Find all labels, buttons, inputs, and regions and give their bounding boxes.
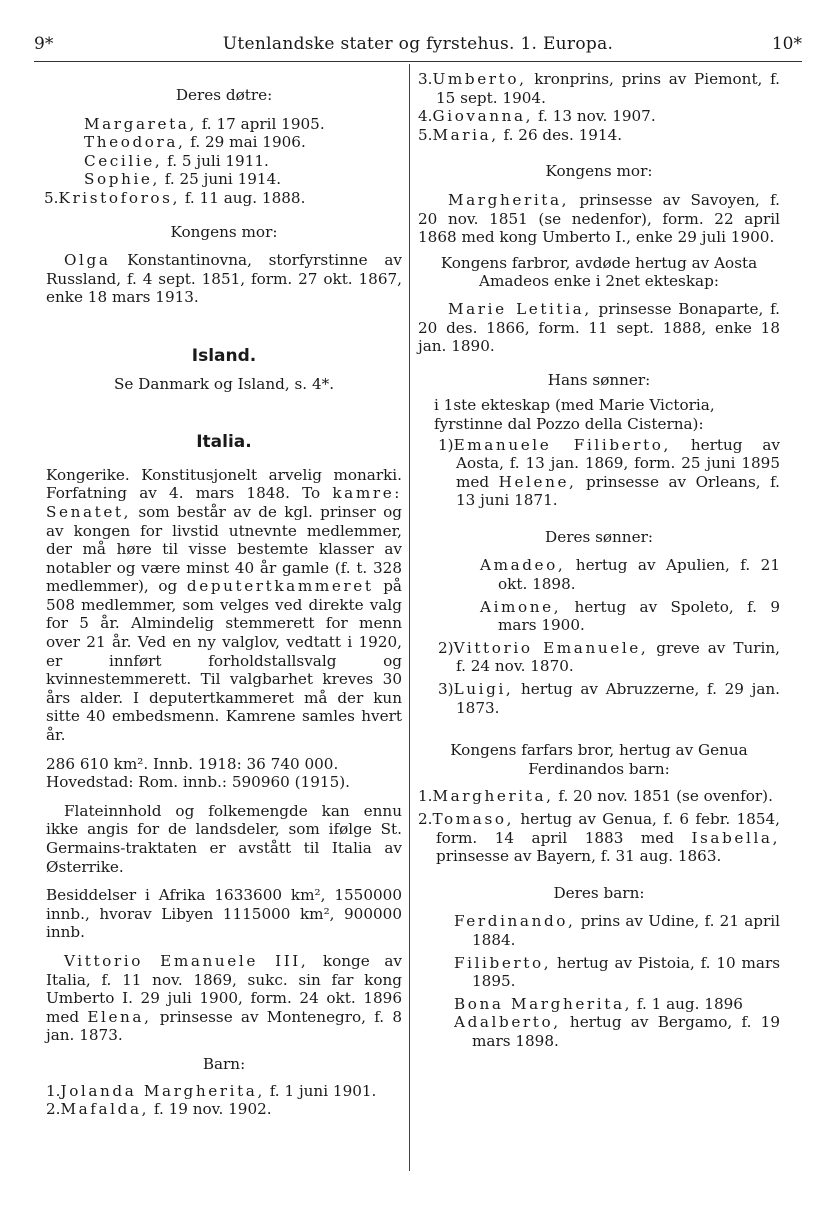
- list-item: Filiberto, hertug av Pistoia, f. 10 mars 1895.: [454, 953, 780, 991]
- list-item: Adalberto, hertug av Bergamo, f. 19 mars 1898.: [454, 1013, 780, 1050]
- italia-constitution: Kongerike. Konstitusjonelt arvelig monarki. Forfatning av 4. mars 1848. To kamre: Senatet, som består av de kgl. prinser og av kongen for livstid utnevnte medlemmer, der må høre til visse bestemte klasser av notabler og være minst 40 år gamle (f. t. 328 medlemmer), og deputertkammeret på 508 medlemmer, som velges ved direkte valg for 5 år. Almindelig stemmerett for menn over 21 år. Ved en ny valglov, vedtatt i 1920, er innført forholdstallsvalg og kvinnestemmerett. Til valgbarhet kreves 30 års alder. I deputertkammeret må der kun sitte 40 embedsmenn. Kamrene samles hvert år.: [46, 465, 402, 745]
- list-item: 3.Umberto, kronprins, prins av Piemont, f. 15 sept. 1904.: [418, 70, 780, 107]
- genua-tomaso-entry: 2.Tomaso, hertug av Genua, f. 6 febr. 1854, form. 14 april 1883 med Isabella, prinsesse av Bayern, f. 31 aug. 1863.: [418, 810, 780, 866]
- olga-entry: Olga Konstantinovna, storfyrstinne av Russland, f. 4 sept. 1851, form. 27 okt. 1867, enke 18 mars 1913.: [46, 251, 402, 307]
- marie-letitia-entry: Marie Letitia, prinsesse Bonaparte, f. 20 des. 1866, form. 11 sept. 1888, enke 18 jan. 1890.: [418, 299, 780, 356]
- list-item: 1.Jolanda Margherita, f. 1 juni 1901.: [46, 1081, 377, 1100]
- stats-capital: Hovedstad: Rom. innb.: 590960 (1915).: [46, 773, 350, 792]
- genua-margherita-entry: 1.Margherita, f. 20 nov. 1851 (se ovenfor).: [418, 787, 773, 806]
- list-item: Cecilie, f. 5 juli 1911.: [84, 151, 269, 170]
- daughters-heading: Deres døtre:: [175, 86, 273, 104]
- deres-barn-heading: Deres barn:: [553, 883, 645, 902]
- right-column: [418, 70, 780, 1051]
- list-item: Theodora, f. 29 mai 1906.: [84, 133, 306, 152]
- page-header: [34, 34, 802, 60]
- kongens-mor-heading: Kongens mor:: [170, 222, 278, 241]
- daughters-list: [46, 115, 402, 189]
- list-item: Bona Margherita, f. 1 aug. 1896: [454, 994, 743, 1013]
- list-item: 2.Mafalda, f. 19 nov. 1902.: [46, 1100, 272, 1119]
- column-divider: [409, 64, 410, 1171]
- running-title: Utenlandske stater og fyrstehus. 1. Europa.: [222, 34, 614, 54]
- right-page-number: 10*: [771, 34, 802, 54]
- list-item: Ferdinando, prins av Udine, f. 21 april 1884.: [454, 912, 780, 949]
- afrika-text: Besiddelser i Afrika 1633600 km², 1550000 innb., hvorav Libyen 1115000 km², 900000 innb.: [46, 886, 402, 942]
- margherita-entry: Margherita, prinsesse av Savoyen, f. 20 nov. 1851 (se nedenfor), form. 22 april 1868 med kong Umberto I., enke 29 juli 1900.: [418, 190, 780, 247]
- island-text: Se Danmark og Island, s. 4*.: [113, 374, 335, 393]
- list-item: Sophie, f. 25 juni 1914.: [84, 170, 282, 189]
- barn-heading: Barn:: [202, 1054, 246, 1073]
- kongens-mor-heading: Kongens mor:: [545, 162, 653, 181]
- header-rule: [34, 61, 802, 62]
- stats-area: 286 610 km². Innb. 1918: 36 740 000.: [46, 754, 339, 773]
- list-item: 4.Giovanna, f. 13 nov. 1907.: [418, 107, 656, 126]
- luigi-entry: 3)Luigi, hertug av Abruzzerne, f. 29 jan. 1873.: [438, 680, 780, 717]
- vittorio-entry: 2)Vittorio Emanuele, greve av Turin, f. 24 nov. 1870.: [438, 638, 780, 676]
- list-item: 5.Maria, f. 26 des. 1914.: [418, 125, 623, 144]
- son-entry: 5.Kristoforos, f. 11 aug. 1888.: [44, 188, 306, 207]
- king-entry: Vittorio Emanuele III, konge av Italia, f. 11 nov. 1869, sukc. sin far kong Umberto I. 29 juli 1900, form. 24 okt. 1896 med Elena, prinsesse av Montenegro, f. 8 jan. 1873.: [46, 951, 402, 1045]
- list-item: Margareta, f. 17 april 1905.: [84, 114, 325, 133]
- hans-sonner-heading: Hans sønner:: [547, 370, 651, 389]
- italia-heading: Italia.: [196, 432, 252, 453]
- left-column: [46, 70, 402, 1119]
- ekteskap-text: i 1ste ekteskap (med Marie Victoria, fyrstinne dal Pozzo della Cisterna):: [434, 396, 715, 433]
- flateinnhold-text: Flateinnhold og folkemengde kan ennu ikke angis for de landsdeler, som ifølge St. Germains-traktaten er avstått til Italia av Østerrike.: [46, 801, 402, 876]
- farbror-text: Kongens farbror, avdøde hertug av Aosta Amadeos enke i 2net ekteskap:: [440, 253, 758, 291]
- island-heading: Island.: [191, 345, 257, 366]
- amadeo-entry: Amadeo, hertug av Apulien, f. 21 okt. 1898.: [480, 556, 780, 594]
- emanuele-entry: 1)Emanuele Filiberto, hertug av Aosta, f. 13 jan. 1869, form. 25 juni 1895 med Helene, prinsesse av Orleans, f. 13 juni 1871.: [438, 435, 780, 510]
- aimone-entry: Aimone, hertug av Spoleto, f. 9 mars 1900.: [480, 597, 780, 635]
- left-page-number: 9*: [34, 34, 54, 54]
- genua-heading: Kongens farfars bror, hertug av Genua Ferdinandos barn:: [450, 741, 748, 778]
- deres-sonner-heading: Deres sønner:: [545, 527, 653, 546]
